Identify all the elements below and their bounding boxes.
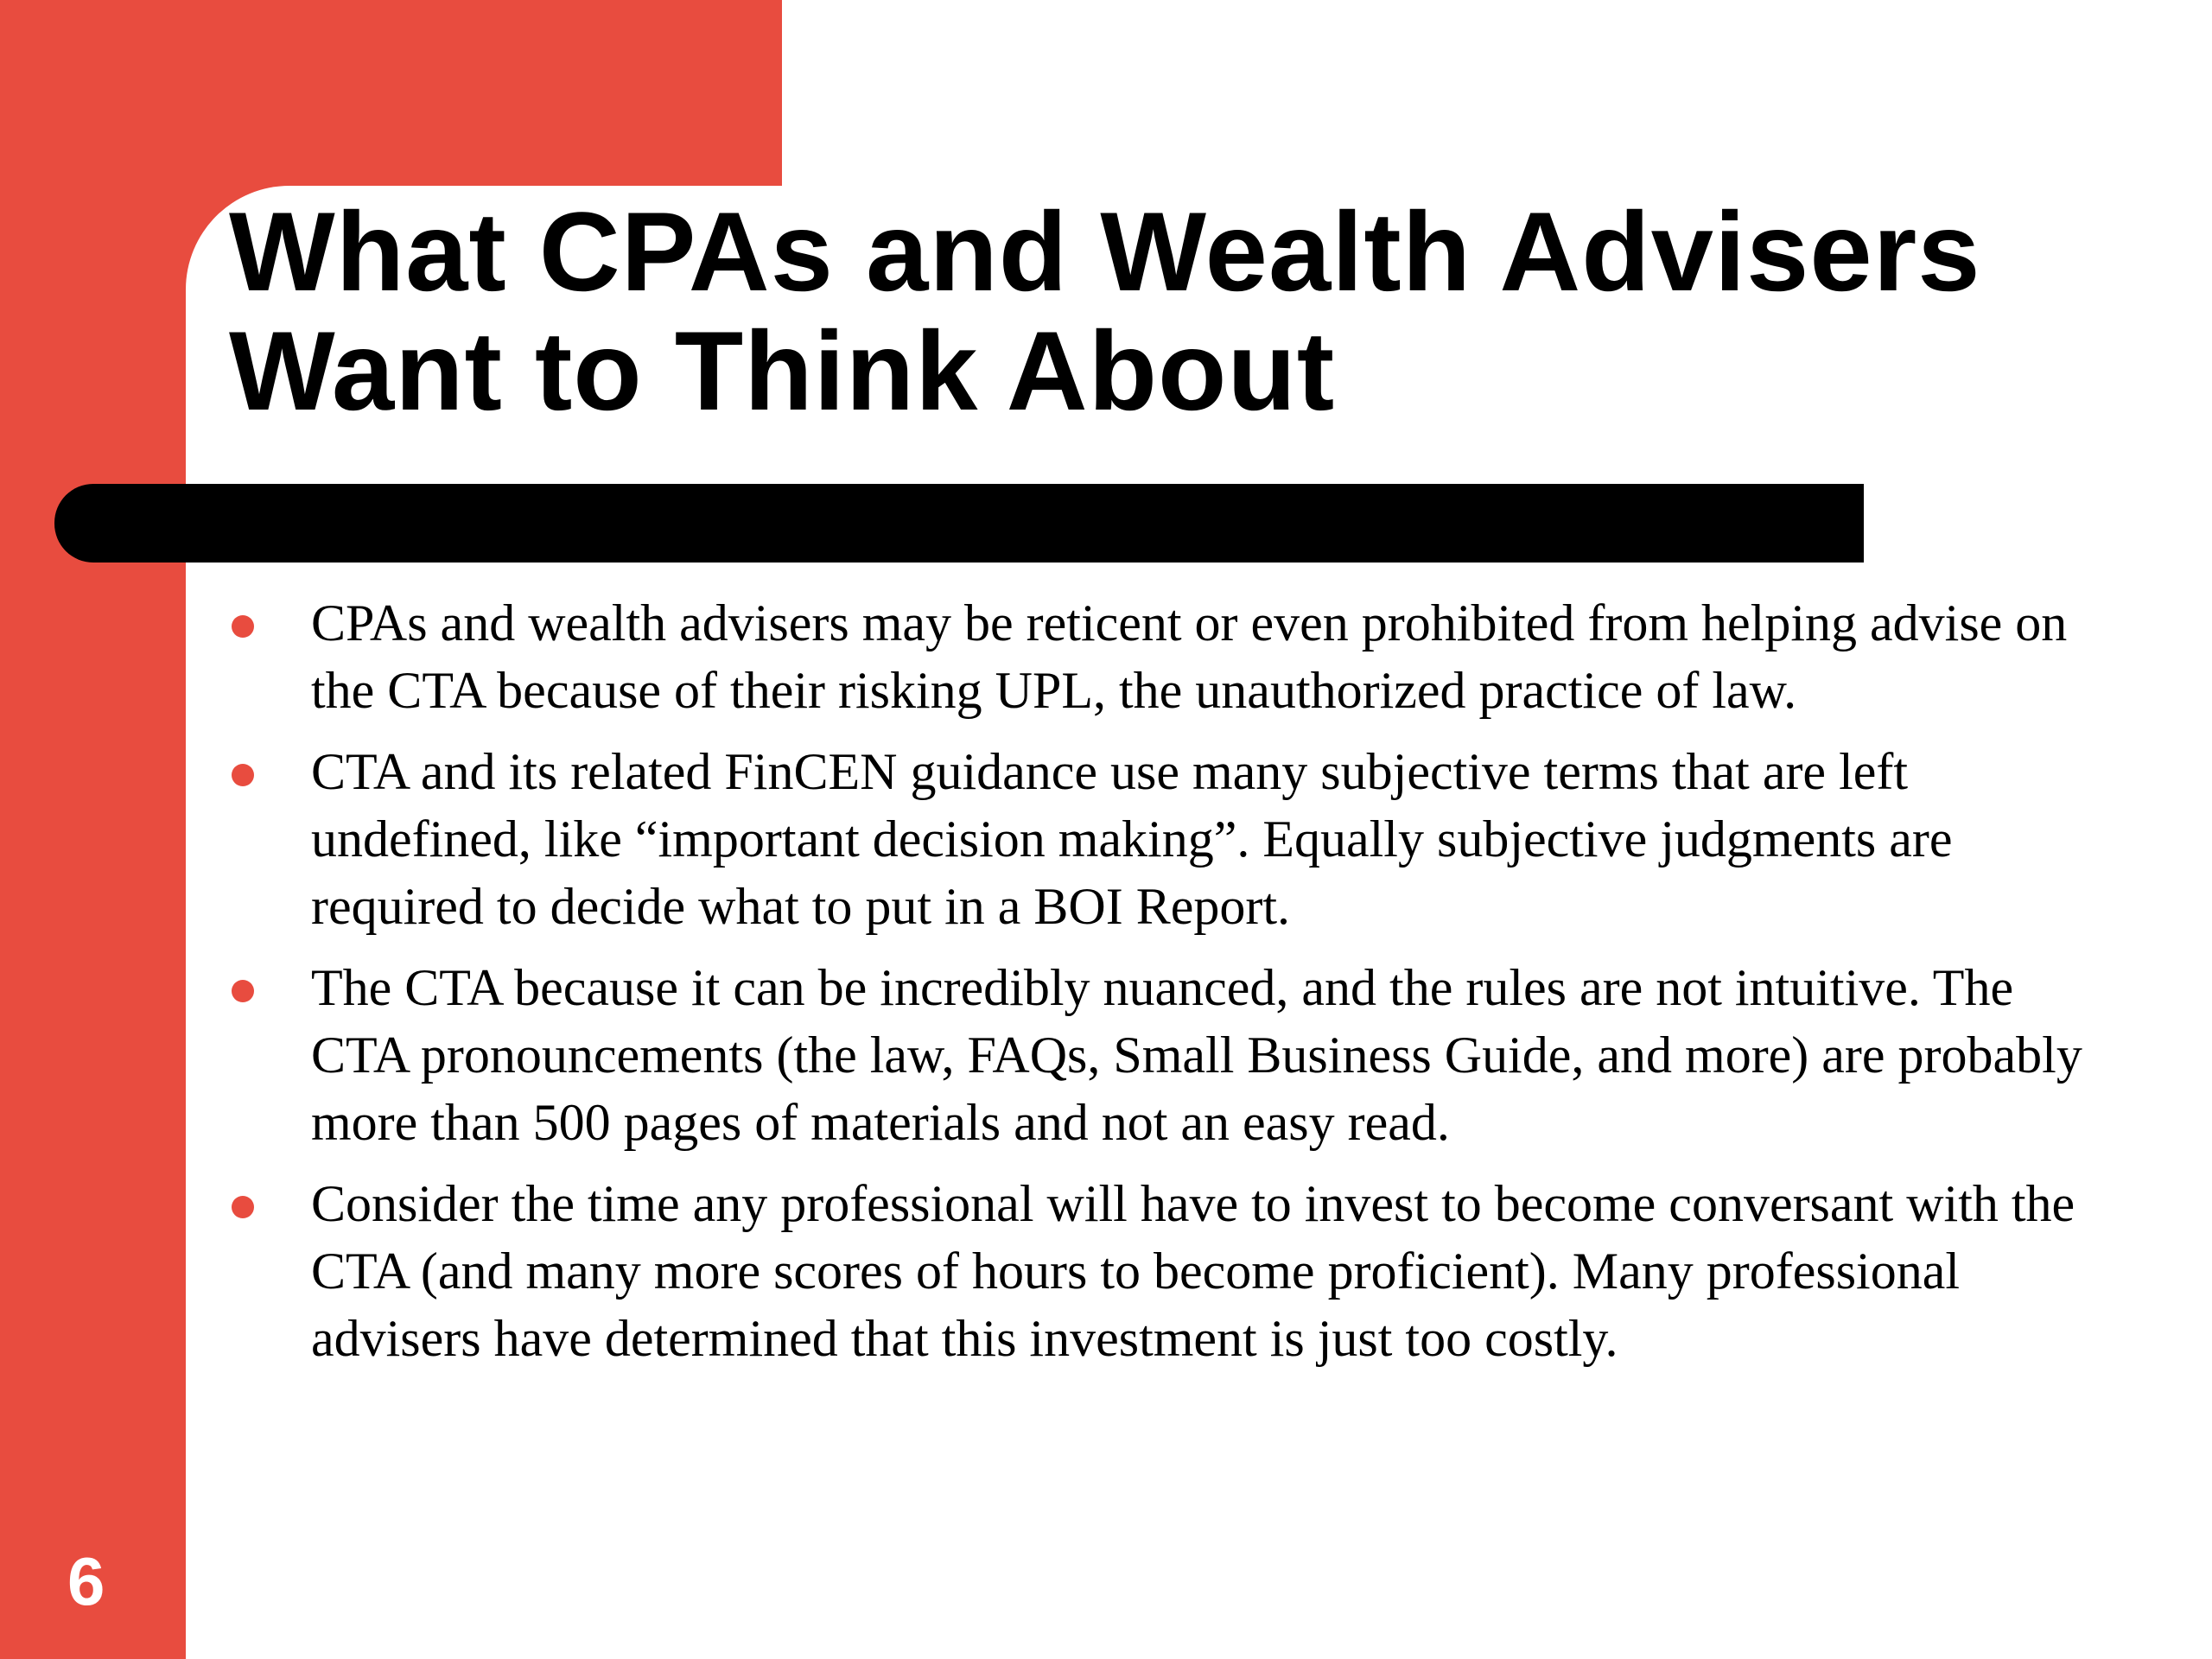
bullet-dot-icon <box>232 980 254 1002</box>
bullet-list <box>225 589 2082 1386</box>
bullet-text: CTA and its related FinCEN guidance use many subjective terms that are left undefined, like “important decision making”. Equally subjective judgments are required to decide what to put in a BOI Report. <box>311 743 1953 935</box>
slide-title: What CPAs and Wealth Advisers Want to Think About <box>229 188 1981 434</box>
title-rule-bar <box>54 484 1864 563</box>
bullet-item <box>225 738 2082 940</box>
bullet-item <box>225 1170 2082 1372</box>
accent-left-band <box>0 0 186 1659</box>
accent-top-block <box>0 0 782 186</box>
bullet-item <box>225 954 2082 1156</box>
bullet-item <box>225 589 2082 724</box>
bullet-dot-icon <box>232 615 254 638</box>
bullet-text: The CTA because it can be incredibly nuanced, and the rules are not intuitive. The CTA pronouncements (the law, FAQs, Small Business Guide, and more) are probably more than 500 pages of materials and not an easy read. <box>311 959 2082 1151</box>
bullet-text: CPAs and wealth advisers may be reticent or even prohibited from helping advise on the CTA because of their risking UPL, the unauthorized practice of law. <box>311 594 2068 719</box>
bullet-dot-icon <box>232 764 254 786</box>
bullet-text: Consider the time any professional will have to invest to become conversant with the CTA (and many more scores of hours to become proficient). Many professional advisers have determined that this investment is just too costly. <box>311 1175 2075 1367</box>
page-number: 6 <box>67 1543 105 1619</box>
bullet-dot-icon <box>232 1196 254 1218</box>
